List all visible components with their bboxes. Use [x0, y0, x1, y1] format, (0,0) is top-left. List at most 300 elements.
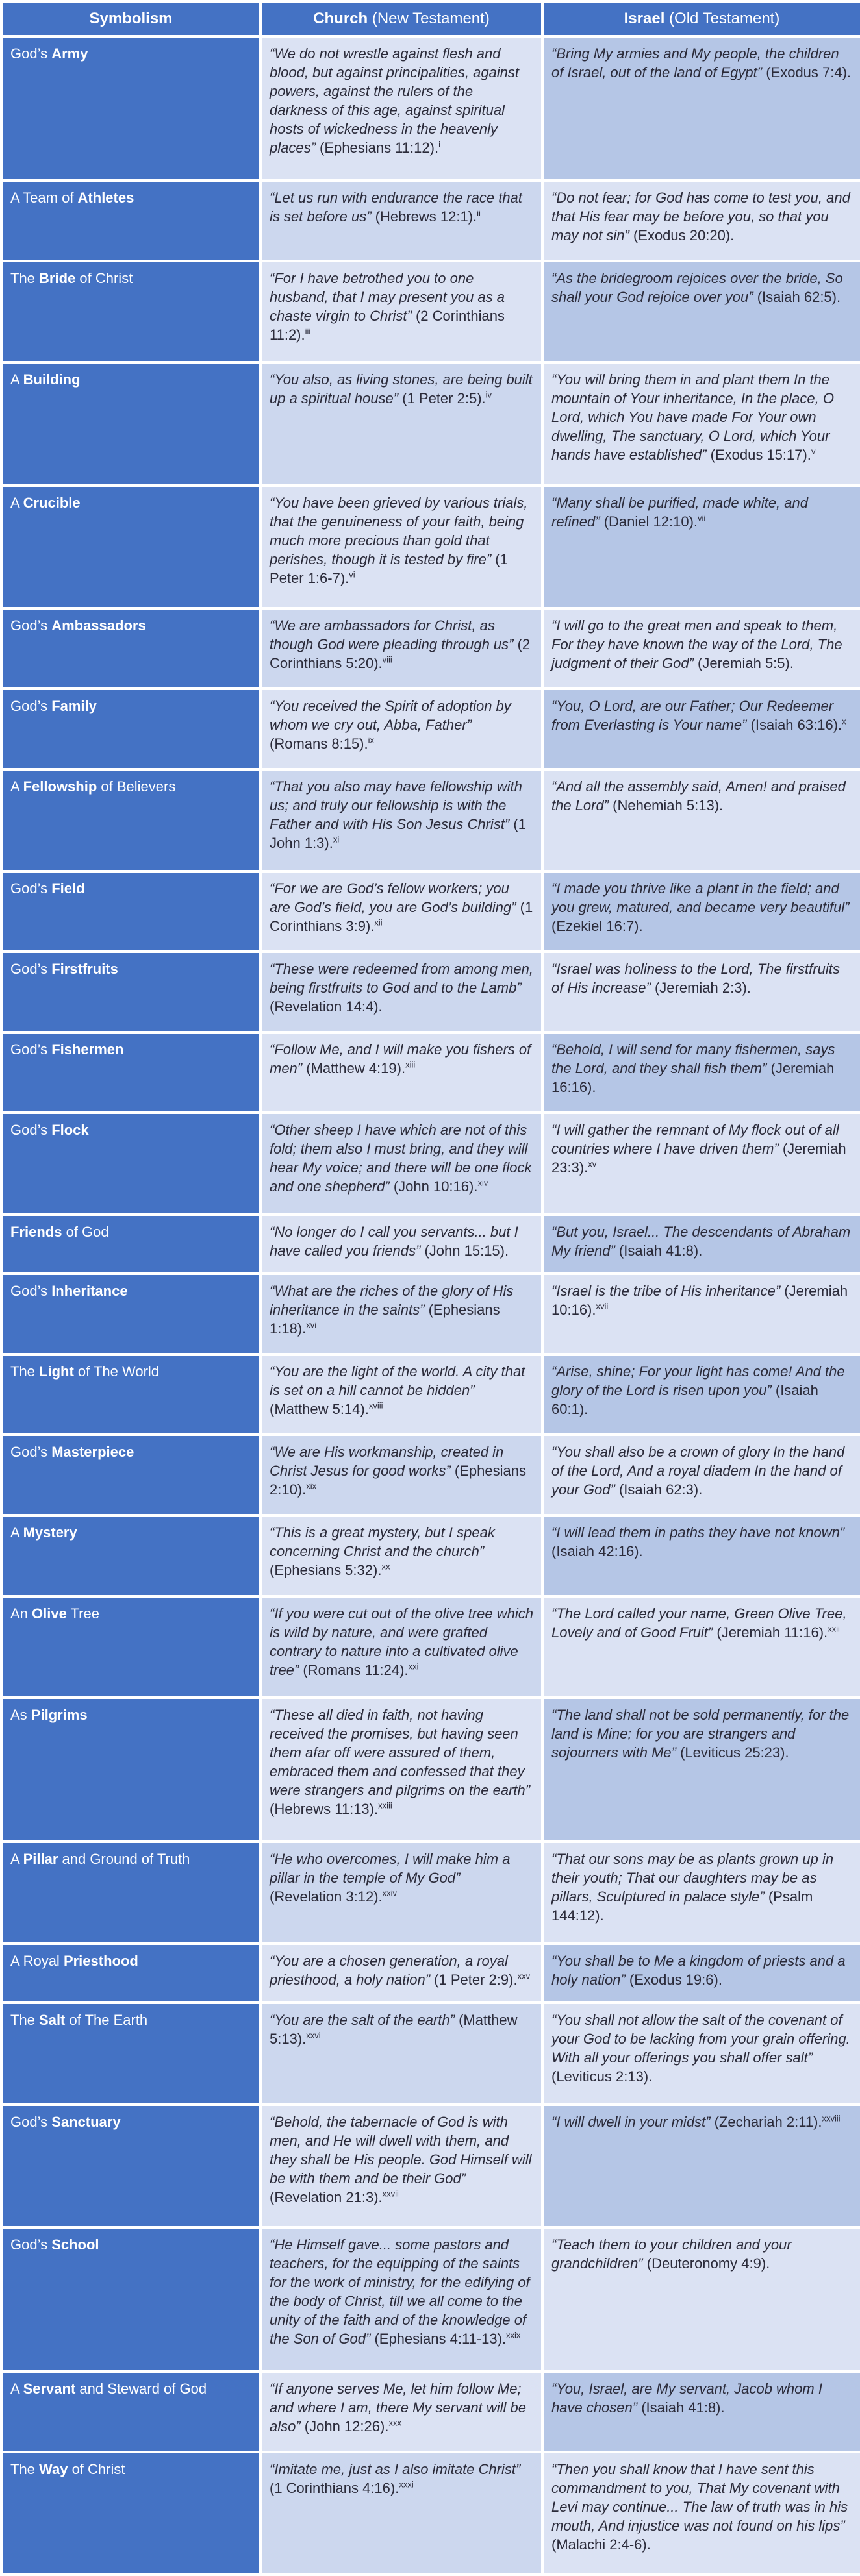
israel-reference: (Jeremiah 16:16).	[551, 1059, 835, 1095]
symbol-prefix: A	[10, 2380, 23, 2397]
israel-quote: “I will lead them in paths they have not known”	[551, 1524, 845, 1541]
israel-cell	[544, 182, 860, 260]
church-cell	[262, 364, 541, 484]
church-reference: (Matthew 4:19).	[302, 1059, 406, 1076]
symbol-prefix: God’s	[10, 45, 52, 62]
israel-reference: (Zechariah 2:11).	[710, 2113, 822, 2130]
symbol-keyword: School	[51, 2236, 99, 2253]
table-row	[3, 1436, 860, 1514]
israel-cell	[544, 1356, 860, 1433]
symbolism-cell	[3, 953, 259, 1031]
israel-reference: (Psalm 144:12).	[551, 1888, 813, 1924]
church-cell	[262, 771, 541, 870]
table-row	[3, 771, 860, 870]
church-quote: “He who overcomes, I will make him a pillar in the temple of My God”	[270, 1850, 511, 1886]
table-row	[3, 2106, 860, 2226]
israel-reference: (Leviticus 2:13).	[551, 2068, 653, 2085]
church-cell	[262, 487, 541, 607]
church-cell	[262, 1034, 541, 1111]
church-reference: (1 John 1:3).	[270, 816, 526, 852]
church-endnote-marker[interactable]: xxxi	[399, 2479, 414, 2490]
symbol-prefix: A Royal	[10, 1952, 64, 1969]
church-reference: (Ephesians 5:32).	[270, 1562, 382, 1579]
church-endnote-marker[interactable]: xii	[374, 917, 383, 928]
israel-quote: “You, O Lord, are our Father; Our Redeemer from Everlasting is Your name”	[551, 697, 834, 733]
church-reference: (Hebrews 11:13).	[270, 1801, 379, 1818]
symbol-keyword: Servant	[23, 2380, 76, 2397]
church-quote: “He Himself gave... some pastors and teachers, for the equipping of the saints for the work of ministry, for the edifying of the body of Christ, till we all come to the unity of the faith and of the knowledge of the Son of God”	[270, 2236, 530, 2347]
church-endnote-marker[interactable]: iv	[485, 390, 492, 401]
symbolism-cell	[3, 2453, 259, 2573]
church-endnote-marker[interactable]: xxiii	[378, 1800, 392, 1811]
church-quote: “These were redeemed from among men, being firstfruits to God and to the Lamb”	[270, 960, 533, 996]
israel-cell	[544, 1598, 860, 1697]
header-row	[3, 3, 860, 35]
israel-cell	[544, 1436, 860, 1514]
church-cell	[262, 1598, 541, 1697]
israel-reference: (Jeremiah 11:16).	[713, 1624, 828, 1641]
table-row	[3, 1945, 860, 2002]
symbol-keyword: Priesthood	[63, 1952, 138, 1969]
church-cell	[262, 873, 541, 950]
symbol-suffix: and Steward of God	[75, 2380, 207, 2397]
church-endnote-marker[interactable]: xi	[333, 834, 340, 845]
church-reference: (1 Peter 1:6-7).	[270, 551, 508, 586]
symbol-keyword: Flock	[51, 1121, 89, 1138]
church-endnote-marker[interactable]: xx	[381, 1562, 390, 1572]
israel-cell	[544, 1034, 860, 1111]
israel-endnote-marker[interactable]: xv	[588, 1159, 597, 1169]
symbolism-cell	[3, 1517, 259, 1594]
symbol-suffix: of Christ	[68, 2460, 125, 2477]
header-israel: Israel (Old Testament)	[544, 3, 860, 35]
symbol-keyword: Sanctuary	[51, 2113, 121, 2130]
church-endnote-marker[interactable]: xiii	[405, 1059, 416, 1070]
church-reference: (2 Corinthians 5:20).	[270, 636, 531, 671]
israel-reference: (Exodus 20:20).	[629, 227, 735, 243]
symbol-keyword: Pilgrims	[31, 1707, 88, 1724]
symbol-prefix: A	[10, 1850, 23, 1867]
church-cell	[262, 1114, 541, 1213]
church-quote: “You have been grieved by various trials, that the genuineness of your faith, being much more precious than gold that perishes, though it is tested by fire”	[270, 494, 528, 567]
israel-quote: “And all the assembly said, Amen! and praised the Lord”	[551, 778, 846, 814]
church-endnote-marker[interactable]: xxvi	[306, 2030, 321, 2040]
church-endnote-marker[interactable]: xxv	[517, 1971, 531, 1981]
church-quote: “We do not wrestle against flesh and blood, but against principalities, against powers, against the rulers of the darkness of this age, against spiritual hosts of wickedness in the heavenly places”	[270, 45, 520, 156]
symbol-prefix: God’s	[10, 697, 52, 714]
symbol-keyword: Athletes	[77, 189, 134, 206]
church-cell	[262, 2229, 541, 2370]
church-endnote-marker[interactable]: xxx	[388, 2418, 401, 2428]
israel-quote: “Many shall be purified, made white, and refined”	[551, 494, 808, 530]
symbolism-cell	[3, 1034, 259, 1111]
church-reference: (John 15:15).	[420, 1242, 509, 1259]
symbol-keyword: Friends	[10, 1223, 62, 1240]
symbolism-cell	[3, 771, 259, 870]
israel-quote: “The Lord called your name, Green Olive Tree, Lovely and of Good Fruit”	[551, 1605, 847, 1641]
symbolism-cell	[3, 38, 259, 179]
church-cell	[262, 1216, 541, 1273]
symbol-suffix: of The World	[73, 1363, 160, 1380]
church-cell	[262, 1436, 541, 1514]
church-quote: “If anyone serves Me, let him follow Me; and where I am, there My servant will be also”	[270, 2380, 526, 2434]
symbol-keyword: Building	[23, 371, 81, 388]
israel-reference: (Isaiah 41:8).	[637, 2399, 725, 2416]
symbolism-cell	[3, 690, 259, 768]
church-quote: “You are the light of the world. A city that is set on a hill cannot be hidden”	[270, 1363, 525, 1399]
table-row	[3, 487, 860, 607]
israel-reference: (Exodus 7:4).	[762, 64, 852, 80]
church-cell	[262, 1356, 541, 1433]
israel-reference: (Nehemiah 5:13).	[609, 797, 724, 814]
table-row	[3, 1598, 860, 1697]
symbol-keyword: Olive	[32, 1605, 67, 1622]
church-cell	[262, 1275, 541, 1353]
israel-quote: “You shall not allow the salt of the covenant of your God to be lacking from your grain offering. With all your offerings you shall offer salt”	[551, 2012, 850, 2066]
israel-reference: (Isaiah 62:3).	[614, 1481, 703, 1498]
symbol-prefix: God’s	[10, 1283, 52, 1300]
symbol-keyword: Field	[51, 880, 85, 897]
symbol-keyword: Crucible	[23, 494, 81, 511]
symbol-suffix: of God	[62, 1223, 109, 1240]
symbolism-cell	[3, 1436, 259, 1514]
symbol-prefix: A	[10, 494, 23, 511]
church-endnote-marker[interactable]: ii	[477, 208, 481, 218]
table-row	[3, 364, 860, 484]
table-row	[3, 1114, 860, 1213]
symbol-keyword: Army	[51, 45, 88, 62]
symbolism-cell	[3, 1275, 259, 1353]
church-reference: (Hebrews 12:1).	[371, 208, 477, 225]
table-row	[3, 38, 860, 179]
israel-reference: (Malachi 2:4-6).	[551, 2536, 651, 2553]
israel-cell	[544, 1517, 860, 1594]
israel-cell	[544, 262, 860, 362]
symbol-suffix: of Believers	[97, 778, 176, 795]
israel-cell	[544, 2229, 860, 2370]
symbol-suffix: of Christ	[75, 269, 133, 286]
church-reference: (Romans 11:24).	[299, 1661, 409, 1678]
church-quote: “Behold, the tabernacle of God is with men, and He will dwell with them, and they shall be His people. God Himself will be with them and be their God”	[270, 2113, 532, 2186]
church-reference: (Revelation 14:4).	[270, 998, 383, 1015]
church-reference: (Matthew 5:13).	[270, 2012, 518, 2048]
church-quote: “You are a chosen generation, a royal priesthood, a holy nation”	[270, 1952, 508, 1988]
israel-cell	[544, 1699, 860, 1840]
israel-reference: (Isaiah 62:5).	[753, 288, 841, 305]
symbolism-cell	[3, 262, 259, 362]
symbol-prefix: God’s	[10, 617, 52, 634]
church-quote: “Let us run with endurance the race that is set before us”	[270, 189, 522, 225]
church-endnote-marker[interactable]: xxiv	[382, 1888, 398, 1898]
symbol-prefix: God’s	[10, 1121, 52, 1138]
symbol-prefix: God’s	[10, 1041, 52, 1058]
israel-reference: (Ezekiel 16:7).	[551, 917, 643, 934]
israel-quote: “Bring My armies and My people, the children of Israel, out of the land of Egypt”	[551, 45, 839, 80]
israel-endnote-marker[interactable]: vii	[698, 513, 706, 523]
symbol-prefix: The	[10, 2012, 40, 2029]
symbol-prefix: The	[10, 1363, 40, 1380]
church-cell	[262, 1699, 541, 1840]
header-symbolism: Symbolism	[3, 3, 259, 35]
israel-reference: (Jeremiah 23:3).	[551, 1140, 846, 1176]
church-cell	[262, 262, 541, 362]
table-row	[3, 1699, 860, 1840]
israel-quote: “The land shall not be sold permanently, for the land is Mine; for you are strangers and sojourners with Me”	[551, 1707, 850, 1761]
symbol-suffix: of The Earth	[65, 2012, 148, 2029]
israel-quote: “You will bring them in and plant them In the mountain of Your inheritance, In the place, O Lord, which You have made For Your own dwelling, The sanctuary, O Lord, which Your hands have established”	[551, 371, 834, 464]
israel-cell	[544, 690, 860, 768]
church-endnote-marker[interactable]: iii	[305, 326, 311, 336]
table-row	[3, 610, 860, 687]
symbolism-cell	[3, 487, 259, 607]
symbol-prefix: God’s	[10, 880, 52, 897]
symbol-keyword: Family	[51, 697, 97, 714]
symbol-prefix: A Team of	[10, 189, 78, 206]
symbolism-cell	[3, 1945, 259, 2002]
table-row	[3, 690, 860, 768]
israel-endnote-marker[interactable]: x	[842, 716, 846, 726]
symbol-keyword: Firstfruits	[51, 960, 118, 977]
table-row	[3, 2373, 860, 2451]
israel-reference: (Jeremiah 10:16).	[551, 1283, 848, 1319]
symbolism-cell	[3, 182, 259, 260]
symbolism-cell	[3, 1216, 259, 1273]
table-row	[3, 262, 860, 362]
church-endnote-marker[interactable]: viii	[382, 654, 392, 665]
israel-cell	[544, 771, 860, 870]
church-reference: (1 Corinthians 3:9).	[270, 898, 533, 934]
church-reference: (John 12:26).	[300, 2418, 389, 2434]
israel-reference: (Leviticus 25:23).	[676, 1744, 789, 1761]
church-reference: (Revelation 21:3).	[270, 2188, 383, 2205]
church-reference: (Revelation 3:12).	[270, 1888, 383, 1905]
church-cell	[262, 1843, 541, 1942]
symbolism-cell	[3, 2229, 259, 2370]
church-endnote-marker[interactable]: xix	[306, 1481, 317, 1491]
symbol-keyword: Fishermen	[51, 1041, 124, 1058]
israel-cell	[544, 1216, 860, 1273]
israel-cell	[544, 610, 860, 687]
church-cell	[262, 38, 541, 179]
church-endnote-marker[interactable]: xxix	[506, 2330, 521, 2340]
symbolism-cell	[3, 1356, 259, 1433]
symbol-keyword: Mystery	[23, 1524, 77, 1541]
church-reference: (Ephesians 4:11-13).	[370, 2330, 507, 2347]
table-row	[3, 1843, 860, 1942]
church-cell	[262, 2373, 541, 2451]
church-quote: “That you also may have fellowship with us; and truly our fellowship is with the Father and with His Son Jesus Christ”	[270, 778, 522, 833]
symbolism-cell	[3, 873, 259, 950]
israel-quote: “I will gather the remnant of My flock out of all countries where I have driven them”	[551, 1121, 839, 1157]
israel-quote: “That our sons may be as plants grown up in their youth; That our daughters may be as pillars, Sculptured in palace style”	[551, 1850, 834, 1905]
israel-reference: (Exodus 19:6).	[625, 1971, 722, 1988]
church-reference: (Ephesians 2:10).	[270, 1463, 526, 1498]
israel-reference: (Jeremiah 2:3).	[650, 979, 751, 996]
church-endnote-marker[interactable]: xiv	[477, 1178, 488, 1188]
symbol-keyword: Salt	[39, 2012, 66, 2029]
israel-quote: “As the bridegroom rejoices over the bride, So shall your God rejoice over you”	[551, 269, 843, 305]
israel-cell	[544, 38, 860, 179]
church-cell	[262, 953, 541, 1031]
israel-quote: “I made you thrive like a plant in the field; and you grew, matured, and became very beautiful”	[551, 880, 850, 915]
church-endnote-marker[interactable]: ix	[368, 735, 375, 745]
church-endnote-marker[interactable]: xviii	[368, 1400, 383, 1411]
church-reference: (1 Peter 2:9).	[430, 1971, 518, 1988]
church-quote: “This is a great mystery, but I speak concerning Christ and the church”	[270, 1524, 495, 1560]
israel-quote: “Israel is the tribe of His inheritance”	[551, 1283, 781, 1300]
symbol-keyword: Bride	[39, 269, 76, 286]
church-quote: “Other sheep I have which are not of this fold; them also I must bring, and they will hear My voice; and there will be one flock and one shepherd”	[270, 1121, 532, 1195]
church-cell	[262, 2004, 541, 2103]
symbol-keyword: Inheritance	[51, 1283, 128, 1300]
israel-reference: (Isaiah 41:8).	[614, 1242, 703, 1259]
church-reference: (2 Corinthians 11:2).	[270, 307, 505, 343]
church-cell	[262, 182, 541, 260]
israel-cell	[544, 2453, 860, 2573]
church-quote: “For I have betrothed you to one husband, that I may present you as a chaste virgin to Christ”	[270, 269, 505, 324]
church-endnote-marker[interactable]: vi	[349, 569, 355, 580]
israel-cell	[544, 1114, 860, 1213]
table-row	[3, 1356, 860, 1433]
israel-cell	[544, 2373, 860, 2451]
church-cell	[262, 1517, 541, 1594]
table-row	[3, 2229, 860, 2370]
church-cell	[262, 690, 541, 768]
symbol-suffix: and Ground of Truth	[58, 1850, 190, 1867]
israel-reference: (Isaiah 63:16).	[746, 716, 842, 733]
israel-cell	[544, 873, 860, 950]
israel-endnote-marker[interactable]: xxviii	[822, 2113, 841, 2124]
israel-quote: “You shall be to Me a kingdom of priests and a holy nation”	[551, 1952, 846, 1988]
table-row	[3, 182, 860, 260]
israel-quote: “Do not fear; for God has come to test you, and that His fear may be before you, so that you may not sin”	[551, 189, 850, 243]
israel-reference: (Daniel 12:10).	[600, 513, 698, 530]
israel-reference: (Exodus 15:17).	[706, 447, 811, 464]
symbol-prefix: An	[10, 1605, 32, 1622]
symbolism-cell	[3, 2106, 259, 2226]
symbolism-cell	[3, 1598, 259, 1697]
symbol-keyword: Way	[39, 2460, 68, 2477]
table-row	[3, 1034, 860, 1111]
symbolism-cell	[3, 2373, 259, 2451]
symbol-prefix: A	[10, 1524, 23, 1541]
israel-reference: (Jeremiah 5:5).	[693, 654, 794, 671]
table-row	[3, 2004, 860, 2103]
church-quote: “What are the riches of the glory of His inheritance in the saints”	[270, 1283, 514, 1319]
church-reference: (1 Peter 2:5).	[398, 390, 486, 407]
israel-cell	[544, 1945, 860, 2002]
israel-quote: “Israel was holiness to the Lord, The firstfruits of His increase”	[551, 960, 840, 996]
symbolism-cell	[3, 364, 259, 484]
symbolism-cell	[3, 1699, 259, 1840]
israel-cell	[544, 953, 860, 1031]
church-cell	[262, 2453, 541, 2573]
church-cell	[262, 2106, 541, 2226]
symbol-keyword: Fellowship	[23, 778, 97, 795]
israel-endnote-marker[interactable]: xvii	[596, 1301, 609, 1311]
israel-quote: “I will dwell in your midst”	[551, 2113, 711, 2130]
symbol-suffix: Tree	[66, 1605, 99, 1622]
church-quote: “We are His workmanship, created in Christ Jesus for good works”	[270, 1444, 504, 1480]
israel-quote: “Arise, shine; For your light has come! And the glory of the Lord is risen upon you”	[551, 1363, 845, 1399]
israel-cell	[544, 364, 860, 484]
symbol-prefix: God’s	[10, 960, 52, 977]
israel-quote: “But you, Israel... The descendants of Abraham My friend”	[551, 1223, 851, 1259]
church-cell	[262, 1945, 541, 2002]
table-row	[3, 1517, 860, 1594]
symbol-prefix: A	[10, 371, 23, 388]
church-quote: “If you were cut out of the olive tree which is wild by nature, and were grafted contrary to nature into a cultivated olive tree”	[270, 1605, 533, 1678]
church-endnote-marker[interactable]: xvi	[306, 1320, 317, 1330]
symbol-keyword: Light	[39, 1363, 74, 1380]
symbol-prefix: As	[10, 1707, 31, 1724]
israel-cell	[544, 487, 860, 607]
symbol-prefix: The	[10, 269, 40, 286]
israel-endnote-marker[interactable]: v	[811, 447, 816, 457]
church-reference: (1 Corinthians 4:16).	[270, 2479, 399, 2496]
israel-quote: “I will go to the great men and speak to them, For they have known the way of the Lord, The judgment of their God”	[551, 617, 842, 671]
church-endnote-marker[interactable]: xxvii	[382, 2188, 399, 2199]
symbol-keyword: Ambassadors	[51, 617, 146, 634]
israel-quote: “You, Israel, are My servant, Jacob whom I have chosen”	[551, 2380, 822, 2416]
church-endnote-marker[interactable]: i	[438, 139, 440, 149]
symbol-prefix: God’s	[10, 2236, 52, 2253]
church-quote: “We are ambassadors for Christ, as though God were pleading through us”	[270, 617, 514, 652]
church-quote: “Imitate me, just as I also imitate Christ”	[270, 2460, 521, 2477]
israel-cell	[544, 2004, 860, 2103]
symbol-keyword: Pillar	[23, 1850, 58, 1867]
church-quote: “Follow Me, and I will make you fishers of men”	[270, 1041, 531, 1076]
table-row	[3, 2453, 860, 2573]
table-row	[3, 873, 860, 950]
symbolism-cell	[3, 1843, 259, 1942]
symbolism-cell	[3, 1114, 259, 1213]
table-row	[3, 1275, 860, 1353]
symbol-prefix: A	[10, 778, 23, 795]
church-quote: “For we are God’s fellow workers; you are God’s field, you are God’s building”	[270, 880, 516, 915]
symbolism-cell	[3, 610, 259, 687]
church-quote: “No longer do I call you servants... but I have called you friends”	[270, 1223, 518, 1259]
israel-quote: “Teach them to your children and your grandchildren”	[551, 2236, 792, 2272]
church-reference: (John 10:16).	[389, 1178, 478, 1195]
church-endnote-marker[interactable]: xxi	[408, 1661, 419, 1672]
israel-reference: (Deuteronomy 4:9).	[642, 2255, 770, 2272]
church-quote: “You also, as living stones, are being built up a spiritual house”	[270, 371, 533, 407]
israel-reference: (Isaiah 42:16).	[551, 1543, 643, 1560]
church-reference: (Romans 8:15).	[270, 735, 368, 752]
church-quote: “You are the salt of the earth”	[270, 2012, 455, 2029]
church-cell	[262, 610, 541, 687]
church-quote: “These all died in faith, not having received the promises, but having seen them afar off were assured of them, embraced them and confessed that they were strangers and pilgrims on the earth”	[270, 1707, 531, 1799]
church-reference: (Matthew 5:14).	[270, 1401, 369, 1418]
israel-cell	[544, 2106, 860, 2226]
church-quote: “You received the Spirit of adoption by whom we cry out, Abba, Father”	[270, 697, 511, 733]
church-reference: (Ephesians 11:12).	[315, 140, 439, 156]
symbol-keyword: Masterpiece	[51, 1444, 134, 1461]
table-row	[3, 953, 860, 1031]
israel-quote: “Then you shall know that I have sent this commandment to you, That My covenant with Levi may continue... The law of truth was in his mouth, And injustice was not found on his lips”	[551, 2460, 848, 2534]
header-church: Church (New Testament)	[262, 3, 541, 35]
israel-quote: “Behold, I will send for many fishermen, says the Lord, and they shall fish them”	[551, 1041, 835, 1076]
symbol-prefix: God’s	[10, 2113, 52, 2130]
symbol-prefix: The	[10, 2460, 40, 2477]
israel-endnote-marker[interactable]: xxii	[828, 1624, 840, 1634]
israel-cell	[544, 1843, 860, 1942]
israel-reference: (Isaiah 60:1).	[551, 1382, 818, 1418]
symbolism-cell	[3, 2004, 259, 2103]
table-row	[3, 1216, 860, 1273]
church-reference: (Ephesians 1:18).	[270, 1302, 500, 1337]
